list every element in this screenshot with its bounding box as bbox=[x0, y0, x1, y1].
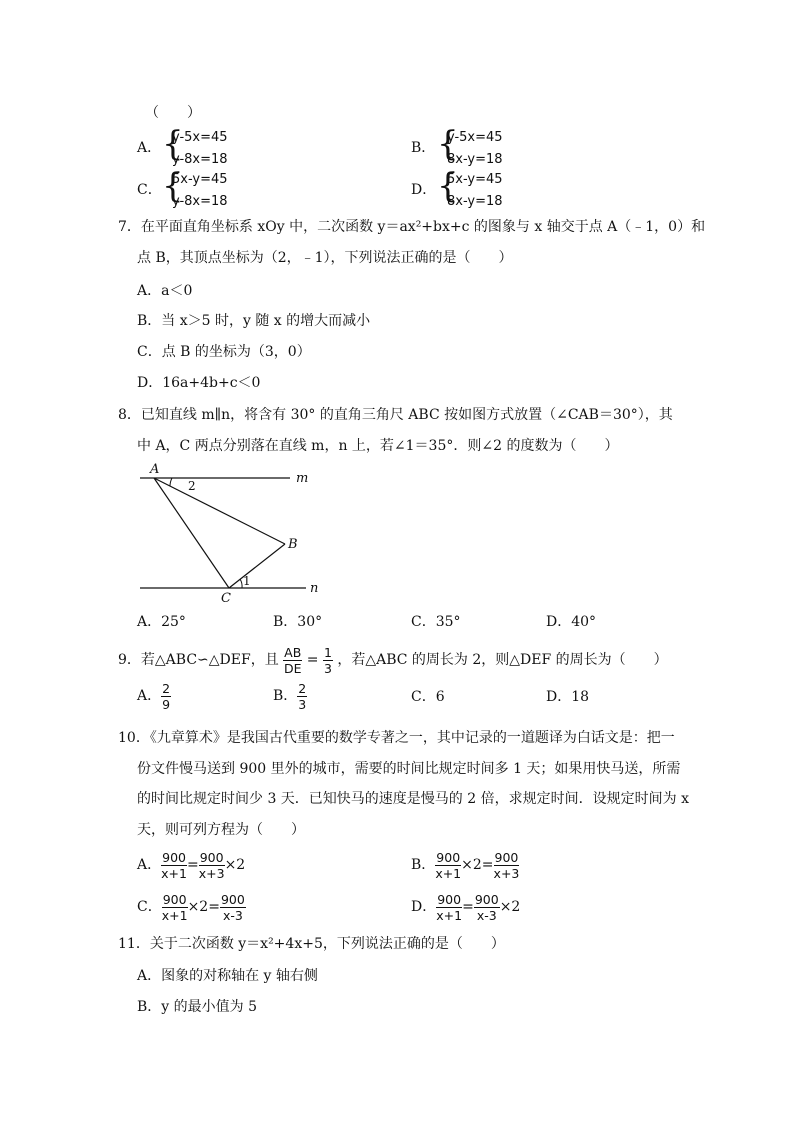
q10-option-c: C． $\frac{900}{x+1}$ ×2= $\frac{900}{x-3}$ bbox=[137, 891, 245, 923]
angle-2-arc bbox=[170, 478, 172, 486]
q7-stem-line2: 点 B，其顶点坐标为（2，﹣1），下列说法正确的是（ ） bbox=[137, 250, 513, 266]
label-c: C bbox=[221, 591, 231, 606]
q10-stem-line1: 10．《九章算术》是我国古代重要的数学专著之一，其中记录的一道题译为白话文是：把一 bbox=[118, 730, 675, 746]
q9-option-a: A． $\frac{2}{9}$ bbox=[137, 680, 171, 712]
q9-stem bbox=[118, 644, 668, 676]
q8-option-b: B．30° bbox=[273, 614, 323, 630]
q11-option-a: A．图象的对称轴在 y 轴右侧 bbox=[137, 968, 318, 984]
q11-stem: 11．关于二次函数 y＝x²+4x+5，下列说法正确的是（ ） bbox=[118, 936, 505, 952]
ratio-value-fraction: $\frac{1}{3}$ bbox=[323, 644, 332, 676]
q10-stem-line4: 天，则可列方程为（ ） bbox=[137, 822, 305, 838]
brace-icon: { bbox=[437, 166, 459, 206]
q6-option-a-label: A． bbox=[137, 140, 162, 156]
q9-option-c: C．6 bbox=[411, 689, 445, 705]
angle-1-arc bbox=[240, 579, 242, 588]
q9-option-d: D．18 bbox=[546, 689, 590, 705]
q7-option-c: C．点 B 的坐标为（3，0） bbox=[137, 344, 311, 360]
equation-row: y-5x=45 bbox=[172, 130, 228, 145]
q8-option-d: D．40° bbox=[546, 614, 597, 630]
equation-row: 5x-y=45 bbox=[172, 172, 228, 187]
label-b: B bbox=[288, 537, 298, 552]
q6-option-c-label: C． bbox=[137, 182, 162, 198]
q7-option-d: D．16a+4b+c＜0 bbox=[137, 375, 261, 391]
label-two: 2 bbox=[188, 479, 196, 493]
label-a: A bbox=[150, 462, 160, 477]
equation-row: y-8x=18 bbox=[172, 194, 228, 209]
q9-option-b: B． $\frac{2}{3}$ bbox=[273, 680, 307, 712]
q10-stem-line2: 份文件慢马送到 900 里外的城市，需要的时间比规定时间多 1 天；如果用快马送，所需 bbox=[137, 761, 681, 777]
q8-stem-line2: 中 A，C 两点分别落在直线 m，n 上，若∠1＝35°．则∠2 的度数为（ ） bbox=[137, 438, 619, 454]
equation-row: y-5x=45 bbox=[447, 130, 503, 145]
q7-option-b: B．当 x＞5 时，y 随 x 的增大而减小 bbox=[137, 313, 371, 329]
q8-option-a: A．25° bbox=[137, 614, 186, 630]
q7-stem-line1: 7．在平面直角坐标系 xOy 中，二次函数 y＝ax²+bx+c 的图象与 x 轴交于点 A（﹣1，0）和 bbox=[118, 219, 706, 235]
q10-option-b: B． $\frac{900}{x+1}$ ×2= $\frac{900}{x+3}$ bbox=[411, 849, 520, 881]
equation-row: 5x-y=45 bbox=[447, 172, 503, 187]
side-bc bbox=[229, 544, 285, 588]
brace-icon: { bbox=[162, 166, 184, 206]
label-n: n bbox=[310, 581, 319, 596]
q9-stem-pre: 9．若△ABC∽△DEF，且 bbox=[118, 652, 279, 668]
brace-icon: { bbox=[162, 124, 184, 164]
q6-option-d-label: D． bbox=[411, 182, 437, 198]
q6-option-c-system bbox=[162, 166, 262, 216]
q6-paren: （ ） bbox=[145, 105, 201, 121]
label-one: 1 bbox=[243, 574, 251, 588]
side-ab bbox=[154, 478, 285, 544]
ratio-fraction: $\frac{AB}{DE}$ bbox=[283, 644, 302, 676]
equals-sign: = bbox=[306, 652, 319, 668]
equation-row: y-8x=18 bbox=[172, 152, 228, 167]
q8-option-c: C．35° bbox=[411, 614, 461, 630]
q10-option-a: A． $\frac{900}{x+1}$ = $\frac{900}{x+3}$ ×2 bbox=[137, 849, 246, 881]
equation-row: 8x-y=18 bbox=[447, 194, 503, 209]
q11-option-b: B．y 的最小值为 5 bbox=[137, 999, 258, 1015]
side-ac bbox=[154, 478, 229, 588]
q7-option-a: A．a＜0 bbox=[137, 283, 193, 299]
equation-row: 8x-y=18 bbox=[447, 152, 503, 167]
q10-stem-line3: 的时间比规定时间少 3 天．已知快马的速度是慢马的 2 倍，求规定时间．设规定时间为 x bbox=[137, 791, 689, 807]
q8-figure bbox=[130, 458, 330, 608]
q6-option-b-label: B． bbox=[411, 140, 436, 156]
q8-stem-line1: 8．已知直线 m∥n，将含有 30° 的直角三角尺 ABC 按如图方式放置（∠CAB＝30°），其 bbox=[118, 407, 673, 423]
q10-option-d: D． $\frac{900}{x+1}$ = $\frac{900}{x-3}$ ×2 bbox=[411, 891, 521, 923]
q9-stem-post: ，若△ABC 的周长为 2，则△DEF 的周长为（ ） bbox=[337, 652, 668, 668]
label-m: m bbox=[296, 471, 309, 486]
q6-option-d-system bbox=[437, 166, 537, 216]
brace-icon: { bbox=[437, 124, 459, 164]
